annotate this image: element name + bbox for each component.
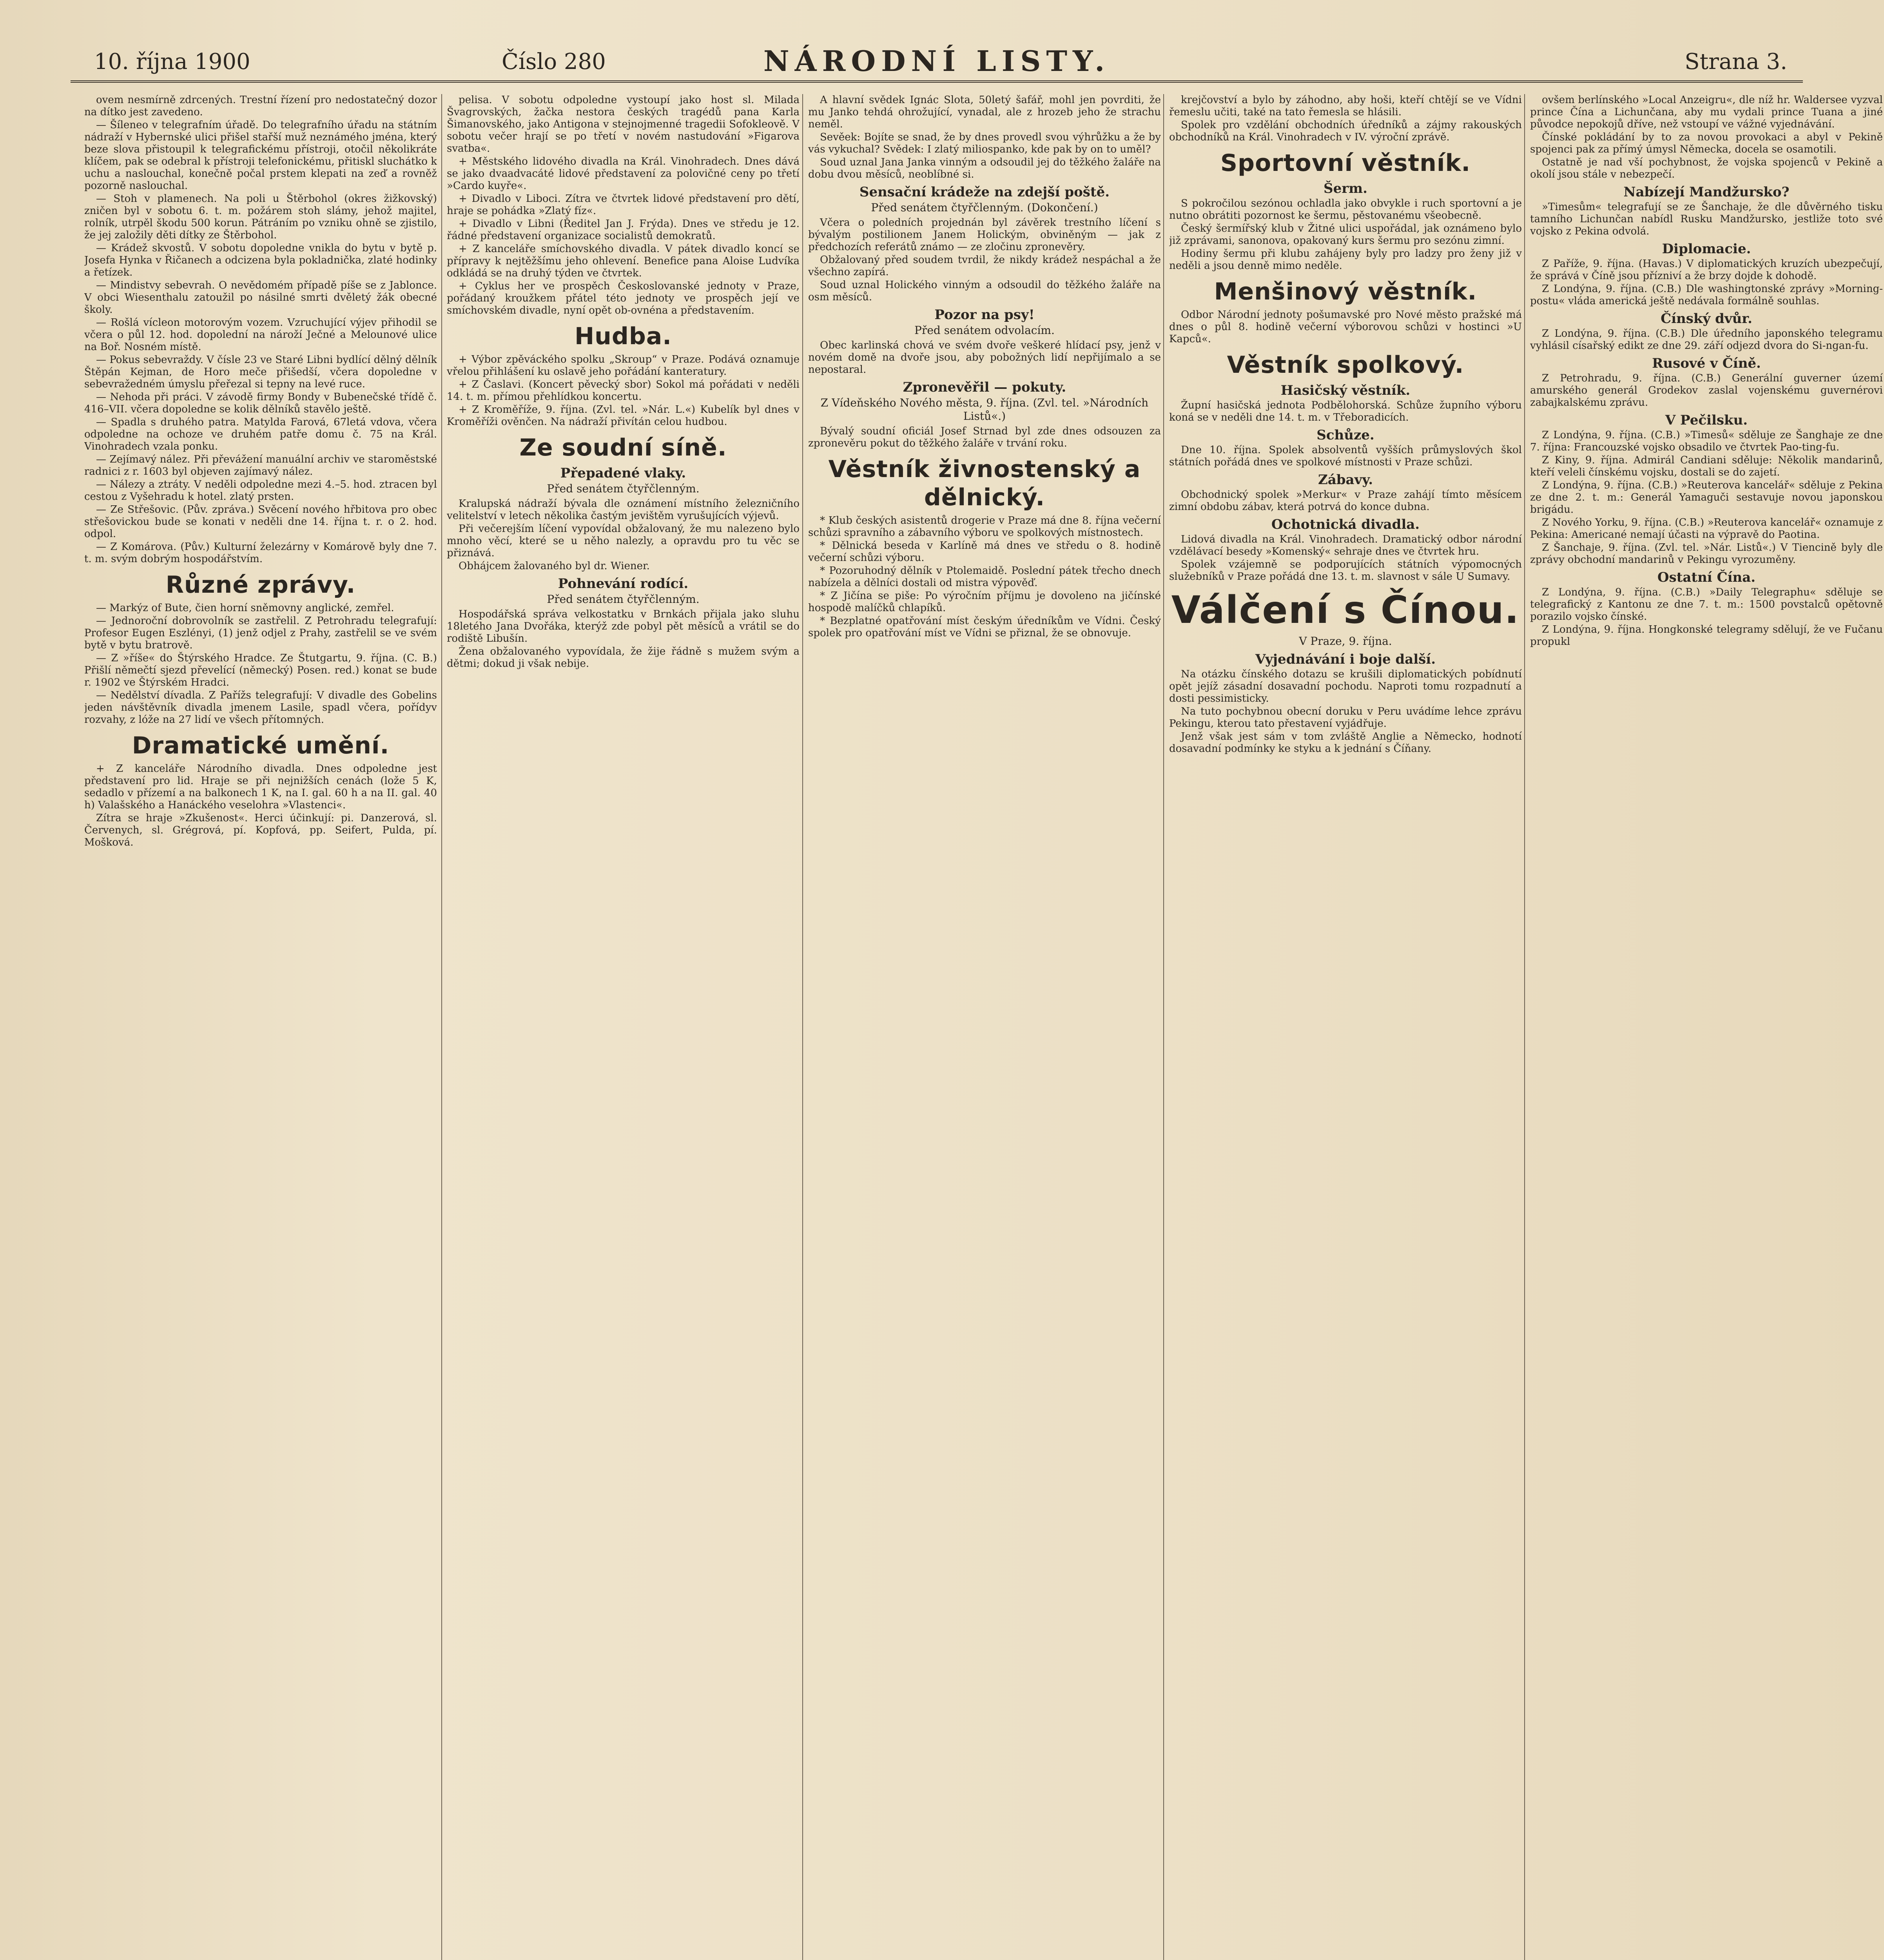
article-dateline: Před senátem čtyřčlenným. (547, 593, 700, 606)
article-paragraph: — Pokus sebevraždy. V čísle 23 ve Staré Libni bydlící dělný dělník Štěpán Kejman, de Horo meče přišedší, včera dopoledne v sebevražedném úmyslu přeřezal si tepny na levé ruce. (84, 354, 437, 390)
article-paragraph: Z Paříže, 9. října. (Havas.) V diplomatických kruzích ubezpečují, že správá v Číně jsou přízniví a že brzy dojde k dohodě. (1530, 258, 1883, 282)
article-paragraph: Z Londýna, 9. října. (C.B.) Dle washingtonské zprávy »Morning-postu« vláda americká ještě nedávala formálně souhlas. (1530, 283, 1883, 307)
article-paragraph: Obec karlinská chová ve svém dvoře veškeré hlídací psy, jenž v novém domě na dvoře jsou, aby pobožných lidí nepřijímalo a se nepostaral. (808, 339, 1161, 376)
issue-number: Číslo 280 (502, 49, 606, 74)
column-rule (802, 94, 803, 1960)
article-paragraph: Obžalovaný před soudem tvrdil, že nikdy krádež nespáchal a že všechno zapírá. (808, 254, 1161, 278)
column-2 (447, 94, 800, 1960)
article-subheading: Hasičský věstník. (1280, 383, 1411, 398)
article-paragraph: * Klub českých asistentů drogerie v Praze má dne 8. října večerní schůzi spravního a zábavního výboru ve spolkových místnostech. (808, 515, 1161, 539)
article-paragraph: — Nálezy a ztráty. V neděli odpoledne mezi 4.–5. hod. ztracen byl cestou z Vyšehradu k hotel. zlatý prsten. (84, 479, 437, 503)
article-paragraph: Na otázku čínského dotazu se krušili diplomatických pobídnutí opět jejíž zásadní dosavadní pochodu. Naproti tomu rozpadnutí a dosti pessimisticky. (1169, 668, 1522, 704)
article-paragraph: Z Londýna, 9. října. (C.B.) »Timesů« sděluje ze Šanghaje ze dne 7. října: Francouzské vojsko obsadilo ve čtvrtek Pao-ting-fu. (1530, 429, 1883, 453)
article-paragraph: Soud uznal Jana Janka vinným a odsoudil jej do těžkého žaláře na dobu dvou měsíců, neoblíbné si. (808, 156, 1161, 180)
article-paragraph: Obhájcem žalovaného byl dr. Wiener. (459, 560, 650, 572)
article-paragraph: Z Londýna, 9. října. (C.B.) »Daily Telegraphu« sděluje se telegrafický z Kantonu ze dne 7. t. m.: 1500 povstalců opětovně porazilo vojsko čínské. (1530, 586, 1883, 622)
article-paragraph: — Z Komárova. (Pův.) Kulturní železárny v Komárově byly dne 7. t. m. svým dobrým hospodářstvím. (84, 541, 437, 565)
page-number: Strana 3. (1685, 49, 1787, 74)
article-paragraph: Z Kiny, 9. října. Admirál Candiani sděluje: Několik mandarinů, kteří veleli čínskému vojsku, dostali se do zajetí. (1530, 454, 1883, 478)
article-subheading: Pozor na psy! (934, 307, 1035, 323)
article-dateline: Před senátem odvolacím. (914, 324, 1055, 337)
article-paragraph: + Městského lidového divadla na Král. Vinohradech. Dnes dává se jako dvaadvacáté lidové představení za polovičné ceny po třetí »Cardo kuyře«. (447, 156, 800, 192)
article-paragraph: — Z »říše« do Štýrského Hradce. Ze Štutgartu, 9. října. (C. B.) Přišlí němečtí sjezd převelící (německý) Posen. red.) konat se bude r. 1902 ve Štýrském Hradci. (84, 652, 437, 688)
article-paragraph: »Timesům« telegrafují se ze Šanchaje, že dle důvěrného tisku tamního Lichunčan nabídl Rusku Mandžursko, jestliže toto své vojsko z Pekina odvolá. (1530, 201, 1883, 237)
article-paragraph: — Nedělství dívadla. Z Pařížs telegrafují: V divadle des Gobelins jeden návštěvník divadla jmenem Lasile, spadl včera, pořídyv rozvahy, z lóže na 27 lidí ve všech přítomných. (84, 690, 437, 726)
article-paragraph: Z Nového Yorku, 9. října. (C.B.) »Reuterova kancelář« oznamuje z Pekina: Americané nemají účasti na výpravě do Paotina. (1530, 517, 1883, 541)
article-dateline: V Praze, 9. října. (1299, 635, 1392, 648)
column-5 (1530, 94, 1883, 1960)
article-paragraph: — Mindistvy sebevrah. O nevědomém případě píše se z Jablonce. V obci Wiesenthalu zatoužil po násilné smrti dvěletý žák obecné školy. (84, 279, 437, 316)
article-paragraph: + Divadlo v Libni (Ředitel Jan J. Frýda). Dnes ve středu je 12. řádné představení organizace socialistů demokratů. (447, 218, 800, 242)
article-paragraph: Sevěek: Bojíte se snad, že by dnes provedl svou výhrůžku a že by vás vykuchal? Svědek: I zlatý miliospanko, kde pak by on to uměl? (808, 131, 1161, 155)
article-paragraph: * Bezplatné opatřování míst českým úředníkům ve Vídni. Český spolek pro opatřování míst ve Vídni se přiznal, že se obnovuje. (808, 615, 1161, 639)
article-dateline: Před senátem čtyřčlenným. (Dokončení.) (871, 201, 1098, 214)
article-paragraph: Z Londýna, 9. října. (C.B.) Dle úředního japonského telegramu vyhlásil císařský edikt ze dne 29. září odjezd dvora do Si-ngan-fu. (1530, 328, 1883, 352)
article-paragraph: + Divadlo v Liboci. Zítra ve čtvrtek lidové představení pro dětí, hraje se pohádka »Zlatý fíz«. (447, 193, 800, 217)
article-paragraph: Z Londýna, 9. října. Hongkonské telegramy sdělují, že ve Fučanu propukl (1530, 624, 1883, 648)
article-subheading: Ochotnická divadla. (1271, 517, 1420, 532)
section-heading: Válčení s Čínou. (1171, 588, 1520, 632)
article-paragraph: Hodiny šermu při klubu zahájeny byly pro ladzy pro ženy již v neděli a jsou denně mimo neděle. (1169, 248, 1522, 272)
article-subheading: Nabízejí Mandžursko? (1623, 184, 1790, 200)
article-paragraph: — Ze Střešovic. (Pův. zpráva.) Svěcení nového hřbitova pro obec střešovickou bude se konati v neděli dne 14. října t. r. o 2. hod. odpol. (84, 504, 437, 540)
article-paragraph: Spolek pro vzdělání obchodních úředníků a zájmy rakouských obchodníků na Král. Vinohradech v IV. výroční zprávě. (1169, 119, 1522, 143)
article-paragraph: Včera o poledních projednán byl závěrek trestního líčení s bývalým postilionem Janem Holickým, obviněným — jak z předchozích referátů známo — ze zločinu zpronevěry. (808, 217, 1161, 253)
article-paragraph: Zítra se hraje »Zkušenost«. Herci účinkují: pi. Danzerová, sl. Červenych, sl. Grégrová, pí. Kopfová, pp. Seifert, Pulda, pí. Mošková. (84, 812, 437, 848)
section-heading: Věstník spolkový. (1227, 351, 1464, 379)
section-heading: Menšinový věstník. (1214, 278, 1477, 305)
article-paragraph: Dne 10. října. Spolek absolventů vyšších průmyslových škol státních pořádá dnes ve spolkové místnosti v Praze schůzi. (1169, 444, 1522, 468)
article-dateline: Z Vídeňského Nového města, 9. října. (Zvl. tel. »Národních Listů«.) (820, 396, 1149, 423)
article-paragraph: — Zejímavý nález. Při převážení manuální archiv ve staroměstské radnici z r. 1603 byl objeven zajímavý nález. (84, 454, 437, 477)
page-header (71, 37, 1803, 83)
article-paragraph: Jenž však jest sám v tom zvláště Anglie a Německo, hodnotí dosavadní podmínky ke styku a k jednání s Číňany. (1169, 731, 1522, 755)
article-subheading: Zábavy. (1318, 472, 1373, 488)
section-heading: Sportovní věstník. (1220, 149, 1471, 177)
article-paragraph: + Cyklus her ve prospěch Českoslovanské jednoty v Praze, pořádaný kroužkem přátel této jednoty ve prospěch její ve smíchovském divadle, nyní opět ob-ovnéna a představením. (447, 280, 800, 316)
article-paragraph: — Rošlá vícleon motorovým vozem. Vzruchující výjev přihodil se včera o půl 12. hod. dopolední na nároží Ječné a Melounové ulice na Boř. Nosném místě. (84, 317, 437, 353)
article-subheading: Rusové v Číně. (1652, 356, 1761, 371)
article-subheading: Čínský dvůr. (1661, 311, 1752, 327)
article-paragraph: Ostatně je nad vší pochybnost, že vojska spojenců v Pekině a okolí jsou stále v nebezpečí. (1530, 156, 1883, 180)
article-paragraph: Hospodářská správa velkostatku v Brnkách přijala jako sluhu 18letého Jana Dvořáka, kterýž zde pobyl pět měsíců a vrátil se do rodiště Libušín. (447, 608, 800, 644)
article-paragraph: Spolek vzájemně se podporujících státních výpomocných služebníků v Praze pořádá dne 13. t. m. slavnost v sále U Sumavy. (1169, 559, 1522, 583)
article-subheading: Pohnevání rodící. (558, 576, 689, 592)
article-paragraph: Lidová divadla na Král. Vinohradech. Dramatický odbor národní vzdělávací besedy »Komenský« sehraje dnes ve čtvrtek hru. (1169, 534, 1522, 557)
article-subheading: Sensační krádeže na zdejší poště. (859, 184, 1110, 200)
article-paragraph: Z Šanchaje, 9. října. (Zvl. tel. »Nár. Listů«.) V Tiencině byly dle zprávy obchodní mandarinů v Pekingu vyrozuměny. (1530, 542, 1883, 566)
article-paragraph: + Výbor zpěváckého spolku „Skroup“ v Praze. Podává oznamuje vřelou přihlášení ku oslavě jeho pořádání kanteratury. (447, 354, 800, 377)
article-paragraph: * Z Jičína se piše: Po výročním příjmu je dovoleno na jičínské hospodě malíčků chlapíků. (808, 590, 1161, 614)
article-paragraph: Župní hasičská jednota Podbělohorská. Schůze župního výboru koná se v neděli dne 14. t. m. v Třeboradicích. (1169, 399, 1522, 423)
article-subheading: Přepadené vlaky. (560, 465, 686, 481)
article-paragraph: * Dělnická beseda v Karlíně má dnes ve středu o 8. hodině večerní schůzi výboru. (808, 540, 1161, 564)
article-paragraph: ovem nesmírně zdrcených. Trestní řízení pro nedostatečný dozor na dítko jest zavedeno. (84, 94, 437, 118)
article-subheading: Vyjednávání i boje další. (1255, 652, 1436, 667)
masthead-title: NÁRODNÍ LISTY. (763, 44, 1110, 78)
article-paragraph: Čínské pokládání by to za novou provokaci a abyl v Pekině spojenci pak za přímý úmysl Německa, docela se osamotili. (1530, 131, 1883, 155)
article-subheading: Diplomacie. (1662, 241, 1751, 257)
section-heading: Dramatické umění. (132, 732, 390, 759)
article-paragraph: Z Londýna, 9. října. (C.B.) »Reuterova kancelář« sděluje z Pekina ze dne 2. t. m.: Generál Yamaguči sestavuje novou japonskou brigádu. (1530, 479, 1883, 515)
article-paragraph: Odbor Národní jednoty pošumavské pro Nové město pražské má dnes o půl 8. hodině večerní výborovou schůzi v hostinci »U Kapců«. (1169, 309, 1522, 345)
column-3 (808, 94, 1161, 1960)
column-rule (1524, 94, 1525, 1960)
article-paragraph: Obchodnický spolek »Merkur« v Praze zahájí tímto měsícem zimní obdobu zábav, která potrvá do konce dubna. (1169, 489, 1522, 513)
article-paragraph: Bývalý soudní oficiál Josef Strnad byl zde dnes odsouzen za zpronevěru pokut do těžkého žaláře v trvání roku. (808, 425, 1161, 449)
article-subheading: Šerm. (1324, 181, 1367, 196)
article-paragraph: — Markýz of Bute, čien horní sněmovny anglické, zemřel. (96, 602, 394, 614)
article-paragraph: + Z kanceláře smíchovského divadla. V pátek divadlo koncí se přípravy k nejtěžšímu jeho ohlevení. Benefice pana Aloise Ludvíka odkládá se na druhý týden ve čtvrtek. (447, 243, 800, 279)
article-paragraph: Kralupská nádraží bývala dle oznámení místního železničního velitelství v letech několika častým jevištěm vyrušujících výjevů. (447, 498, 800, 522)
issue-date: 10. října 1900 (94, 49, 250, 74)
article-subheading: Ostatní Čína. (1657, 570, 1756, 585)
column-4 (1169, 94, 1522, 1960)
article-paragraph: — Nehoda při práci. V závodě firmy Bondy v Bubenečské třídě č. 416–VII. včera dopoledne se kolik dělníků stavělo ještě. (84, 391, 437, 415)
article-paragraph: pelisa. V sobotu odpoledne vystoupí jako host sl. Milada Švagrovských, žačka nestora českých tragédů pana Karla Šimanovského, jako Antigona v stejnojmenné tragedii Sofokleově. V sobotu večer hrají se po třetí v novém nastudování »Figarova svatba«. (447, 94, 800, 154)
article-dateline: Před senátem čtyřčlenným. (547, 482, 700, 495)
article-paragraph: + Z Časlavi. (Koncert pěvecký sbor) Sokol má pořádati v neděli 14. t. m. přímou přehlídkou koncertu. (447, 379, 800, 403)
section-heading: Ze soudní síně. (519, 434, 727, 461)
article-paragraph: krejčovství a bylo by záhodno, aby hoši, kteří chtějí se ve Vídni řemeslu učiti, také na tato řemesla se hlásili. (1169, 94, 1522, 118)
article-subheading: V Pečilsku. (1665, 412, 1748, 428)
article-paragraph: Při večerejším líčení vypovídal obžalovaný, že mu nalezeno bylo mnoho věcí, které se u něho nalezly, a opravdu pro tu věc se přiznává. (447, 523, 800, 559)
article-paragraph: Žena obžalovaného vypovídala, že žije řádně s mužem svým a dětmi; dokud ji však nebije. (447, 646, 800, 670)
article-paragraph: — Šíleneo v telegrafním úřadě. Do telegrafního úřadu na státním nádraží v Hybernské ulici přišel stařší muž neznámého jména, který beze slova přistoupil k telegrafickému přístroji, otočil několikráte klíčem, pak se odebral k přístroji telefonickému, přitiskl sluchátko k uchu a naslouchal, konečně počal prstem klepati na zeď a rovněž pozorně naslouchal. (84, 119, 437, 192)
column-1 (84, 94, 437, 1960)
column-rule (441, 94, 442, 1960)
article-paragraph: Na tuto pochybnou obecní doruku v Peru uvádíme lehce zprávu Pekingu, kterou tato přestavení vyjádřuje. (1169, 706, 1522, 730)
article-paragraph: S pokročilou sezónou ochladla jako obvykle i ruch sportovní a je nutno obrátiti pozornost ke šermu, pěstovanému všeobecně. (1169, 198, 1522, 221)
section-heading: Věstník živnostenský a dělnický. (828, 456, 1141, 511)
article-paragraph: ovšem berlínského »Local Anzeigru«, dle níž hr. Waldersee vyzval prince Čína a Lichunčana, aby mu vydali prince Tuana a jiné původce nepokojů dříve, než vstoupí ve vážné vyjednávání. (1530, 94, 1883, 130)
article-paragraph: — Spadla s druhého patra. Matylda Farová, 67letá vdova, včera odpoledne na ochoze ve druhém patře domu č. 75 na Král. Vinohradech vzala ponku. (84, 416, 437, 452)
article-paragraph: — Krádež skvostů. V sobotu dopoledne vnikla do bytu v bytě p. Josefa Hynka v Řičanech a odcizena byla pokladnička, zlaté hodinky a řetízek. (84, 242, 437, 278)
article-paragraph: Český šermířský klub v Žitné ulici uspořádal, jak oznámeno bylo již zprávami, sanonova, opakovaný kurs šermu pro sezónu zimní. (1169, 223, 1522, 247)
article-paragraph: + Z Kroměříže, 9. října. (Zvl. tel. »Nár. L.«) Kubelík byl dnes v Kroměříži ověnčen. Na nádraží přivítán celou hudbou. (447, 404, 800, 428)
section-heading: Hudba. (574, 323, 672, 350)
article-paragraph: — Stoh v plamenech. Na poli u Štěrbohol (okres žižkovský) zničen byl v sobotu 6. t. m. požárem stoh slámy, jehož majitel, rolník, utrpěl škodu 500 korun. Pátráním po vzniku ohně se zjistilo, že jej založily děti dítky ze Štěrbohol. (84, 193, 437, 241)
article-subheading: Zpronevěřil — pokuty. (903, 379, 1066, 395)
article-paragraph: Soud uznal Holického vinným a odsoudil do těžkého žaláře na osm měsíců. (808, 279, 1161, 303)
section-heading: Různé zprávy. (165, 571, 356, 599)
article-subheading: Schůze. (1316, 427, 1374, 443)
article-paragraph: + Z kanceláře Národního divadla. Dnes odpoledne jest představení pro lid. Hraje se při nejnižších cenách (lože 5 K, sedadlo v přízemí a na balkonech 1 K, na I. gal. 60 h a na II. gal. 40 h) Valašského a Hanáckého veselohra »Vlastenci«. (84, 763, 437, 811)
article-paragraph: * Pozoruhodný dělník v Ptolemaidě. Poslední pátek třecho dnech nabízela a dělníci dostali od mistra výpověď. (808, 565, 1161, 589)
article-paragraph: — Jednoroční dobrovolník se zastřelil. Z Petrohradu telegrafují: Profesor Eugen Eszlényi, (1) jenž odjel z Prahy, zastřelil se ve svém bytě v bytu bratrově. (84, 615, 437, 651)
column-rule (1163, 94, 1164, 1960)
article-paragraph: A hlavní svědek Ignác Slota, 50letý šafář, mohl jen povrditi, že mu Janko tehdá ohrožující, vynadal, ale z hrozeb jeho že strachu neměl. (808, 94, 1161, 130)
article-paragraph: Z Petrohradu, 9. října. (C.B.) Generální guverner území amurského generál Grodekov zaslal vojenskému guvernérovi zabajkalskému zprávu. (1530, 372, 1883, 408)
